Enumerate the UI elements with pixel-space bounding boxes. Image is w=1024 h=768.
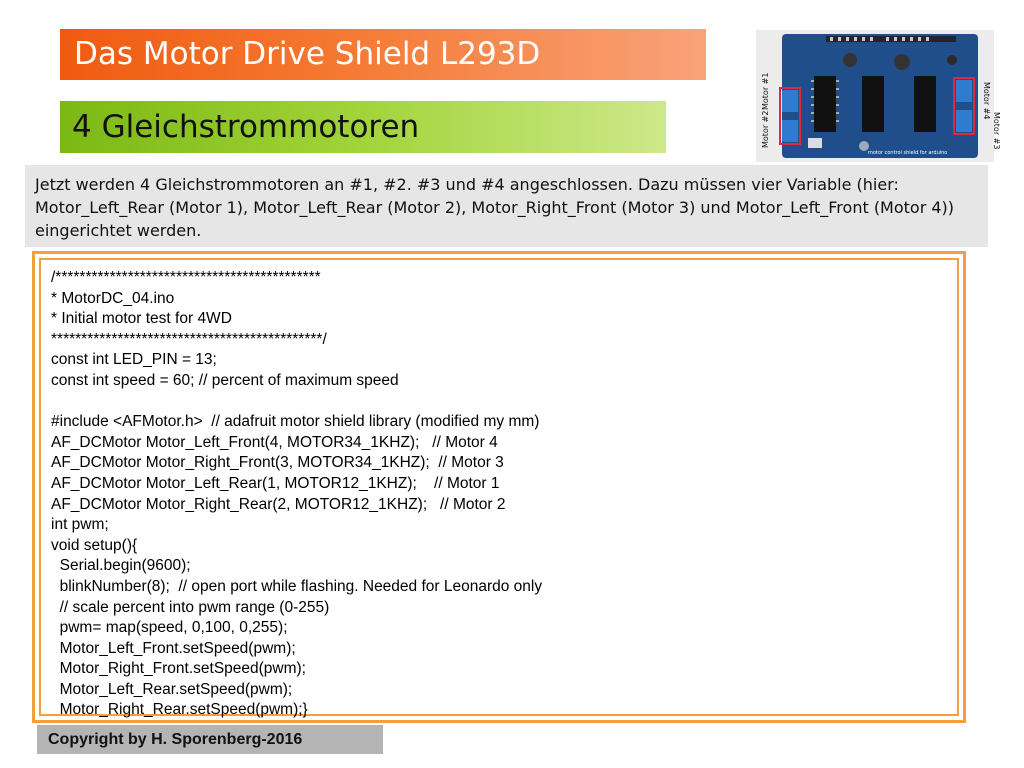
code-line: AF_DCMotor Motor_Right_Front(3, MOTOR34_1KHZ); // Motor 3 — [51, 454, 504, 472]
code-line: // scale percent into pwm range (0-255) — [51, 598, 330, 616]
code-line: Motor_Left_Rear.setSpeed(pwm); — [51, 680, 293, 698]
chip-l293d-3 — [914, 76, 936, 132]
terminal-motor-1 — [782, 90, 798, 112]
copyright-footer: Copyright by H. Sporenberg-2016 — [37, 725, 383, 754]
code-line: Serial.begin(9600); — [51, 557, 191, 575]
code-line: AF_DCMotor Motor_Left_Front(4, MOTOR34_1KHZ); // Motor 4 — [51, 433, 498, 451]
code-line: pwm= map(speed, 0,100, 0,255); — [51, 619, 288, 637]
chip-l293d-1 — [814, 76, 836, 132]
code-line: const int speed = 60; // percent of maximum speed — [51, 371, 399, 389]
slide-title: Das Motor Drive Shield L293D — [60, 29, 706, 80]
code-frame — [32, 251, 966, 723]
code-line: * Initial motor test for 4WD — [51, 310, 232, 328]
code-line: Motor_Left_Front.setSpeed(pwm); — [51, 639, 296, 657]
code-line: const int LED_PIN = 13; — [51, 351, 217, 369]
label-motor-3: Motor #3 — [992, 112, 1001, 150]
code-line: /******************************************** — [51, 269, 321, 286]
code-line: *********************************************/ — [51, 330, 327, 348]
code-line: blinkNumber(8); // open port while flashing. Needed for Leonardo only — [51, 577, 543, 595]
label-motor-4: Motor #4 — [982, 82, 991, 120]
chip-l293d-2 — [862, 76, 884, 132]
label-motor-2: Motor #2 — [761, 110, 770, 148]
slide-subtitle: 4 Gleichstrommotoren — [60, 101, 666, 153]
terminal-motor-2 — [782, 120, 798, 142]
code-line: AF_DCMotor Motor_Left_Rear(1, MOTOR12_1KHZ); // Motor 1 — [51, 474, 500, 492]
terminal-motor-4 — [956, 80, 972, 102]
svg-text:motor control shield for ardui: motor control shield for arduino — [868, 150, 948, 156]
motor-shield-board-image — [756, 30, 1001, 162]
code-line: Motor_Right_Front.setSpeed(pwm); — [51, 660, 306, 678]
motor-shield-photo — [756, 30, 1001, 162]
label-motor-1: Motor #1 — [761, 72, 770, 110]
code-line: void setup(){ — [51, 536, 138, 554]
code-line: Motor_Right_Rear.setSpeed(pwm);} — [51, 701, 308, 719]
code-line: int pwm; — [51, 516, 109, 534]
description-text: Jetzt werden 4 Gleichstrommotoren an #1, #2. #3 und #4 angeschlossen. Dazu müssen vier Variable (hier: Motor_Left_Rear (Motor 1), Motor_Left_Rear (Motor 2), Motor_Right_Front (Motor 3) und Motor_Left_Front (Motor 4)) eingerichtet werden. — [25, 165, 988, 247]
code-line — [51, 392, 957, 413]
code-line: * MotorDC_04.ino — [51, 289, 175, 307]
code-line: #include <AFMotor.h> // adafruit motor shield library (modified my mm) — [51, 413, 540, 431]
code-line: AF_DCMotor Motor_Right_Rear(2, MOTOR12_1KHZ); // Motor 2 — [51, 495, 506, 513]
terminal-motor-3 — [956, 110, 972, 132]
code-block — [39, 258, 959, 719]
